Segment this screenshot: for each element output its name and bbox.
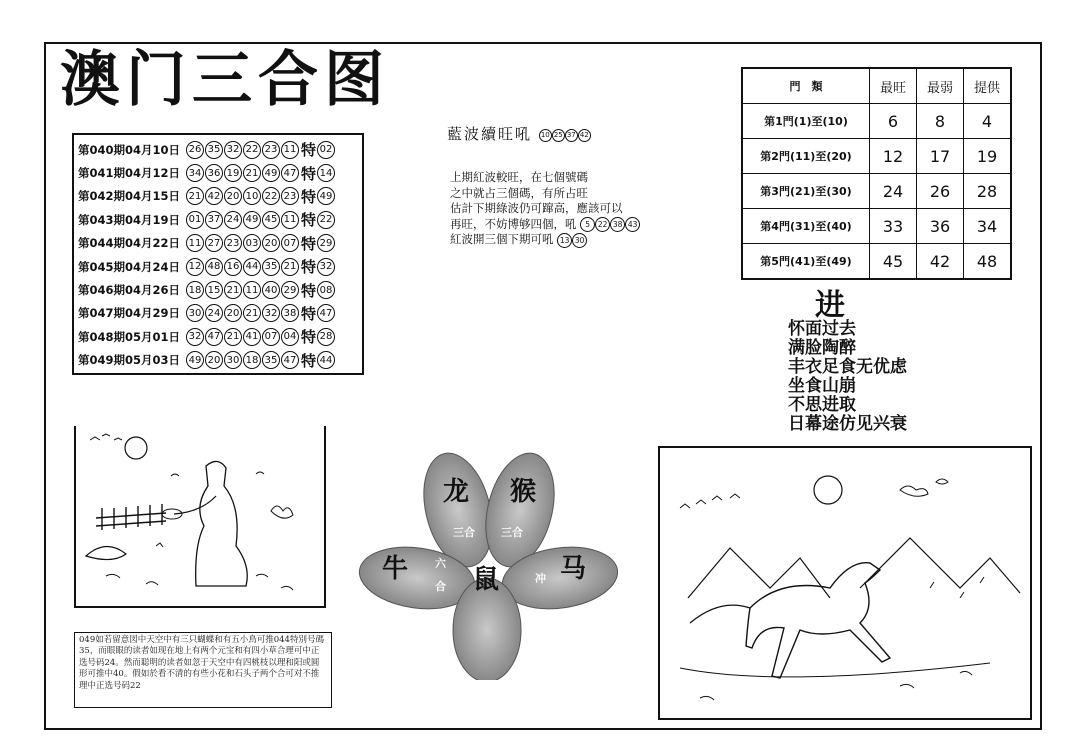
poem-title: 进 (815, 288, 845, 323)
number-ball: 47 (281, 164, 299, 182)
zodiac-rat: 鼠 (473, 565, 500, 595)
analysis-line-text: 紅波開三個下期可吼 (450, 232, 554, 247)
gate-min: 42 (917, 244, 964, 280)
headline-ball: 37 (565, 129, 578, 142)
draw-period-label: 第042期04月15日 (78, 189, 181, 204)
draw-period-label: 第041期04月12日 (78, 166, 181, 181)
relation-sanhe-1: 三合 (453, 526, 475, 539)
analysis-line (450, 232, 640, 248)
horse-illustration (658, 446, 1032, 720)
analysis-line (450, 201, 640, 217)
special-number-ball: 02 (317, 141, 335, 159)
gate-row (742, 104, 1011, 139)
analysis-line (450, 170, 640, 186)
number-ball: 11 (243, 281, 261, 299)
number-ball: 34 (186, 164, 204, 182)
headline-ball: 10 (539, 129, 552, 142)
gate-label: 第5門(41)至(49) (742, 244, 870, 280)
woman-illustration (74, 426, 326, 608)
number-ball: 24 (224, 211, 242, 229)
relation-chong: 冲 (535, 572, 546, 585)
draw-row (78, 161, 358, 184)
gate-min: 8 (917, 104, 964, 139)
draw-period-label: 第047期04月29日 (78, 306, 181, 321)
special-number-ball: 49 (317, 187, 335, 205)
poem-line: 怀面过去 (788, 319, 856, 339)
number-ball: 23 (224, 234, 242, 252)
number-ball: 35 (262, 351, 280, 369)
number-ball: 16 (224, 258, 242, 276)
number-ball: 48 (205, 258, 223, 276)
draw-period-label: 第043期04月19日 (78, 212, 181, 227)
special-label: 特 (301, 304, 317, 323)
number-ball: 15 (205, 281, 223, 299)
number-ball: 24 (205, 304, 223, 322)
draw-row (78, 208, 358, 231)
relation-liuhe-2: 合 (435, 580, 446, 593)
special-number-ball: 08 (317, 281, 335, 299)
number-ball: 19 (224, 164, 242, 182)
number-ball: 11 (281, 141, 299, 159)
draw-period-label: 第045期04月24日 (78, 259, 181, 274)
number-ball: 04 (281, 328, 299, 346)
analysis-ball: 43 (625, 217, 640, 232)
number-ball: 23 (281, 187, 299, 205)
number-ball: 21 (224, 328, 242, 346)
draw-period-label: 第046期04月26日 (78, 283, 181, 298)
analysis-ball: 22 (595, 217, 610, 232)
number-ball: 23 (262, 141, 280, 159)
special-label: 特 (301, 187, 317, 206)
special-label: 特 (301, 164, 317, 183)
number-ball: 36 (205, 164, 223, 182)
analysis-line (450, 186, 640, 202)
draw-row (78, 325, 358, 348)
gate-max: 6 (870, 104, 917, 139)
gate-header: 門 類 (742, 68, 870, 104)
draw-period-label: 第048期05月01日 (78, 329, 181, 344)
horse-drawing-icon (660, 448, 1030, 718)
special-label: 特 (301, 141, 317, 160)
special-number-ball: 47 (317, 304, 335, 322)
number-ball: 21 (243, 304, 261, 322)
number-ball: 07 (262, 328, 280, 346)
number-ball: 22 (243, 141, 261, 159)
analysis-ball: 13 (557, 233, 572, 248)
gate-label: 第4門(31)至(40) (742, 209, 870, 244)
number-ball: 30 (186, 304, 204, 322)
number-ball: 21 (186, 187, 204, 205)
number-ball: 22 (262, 187, 280, 205)
number-ball: 41 (243, 328, 261, 346)
number-ball: 47 (205, 328, 223, 346)
number-ball: 37 (205, 211, 223, 229)
number-ball: 38 (281, 304, 299, 322)
number-ball: 32 (262, 304, 280, 322)
special-number-ball: 28 (317, 328, 335, 346)
number-ball: 07 (281, 234, 299, 252)
gate-table (741, 67, 1012, 280)
number-ball: 01 (186, 211, 204, 229)
gate-max: 45 (870, 244, 917, 280)
hint-note: 049如若留意図中天空中有三只蝴蝶和有五小鳥可推044特別号碼35，而眼眼的读者如现在地上有两个元宝和有四小草合理可中正选号码24。然而聪明的读者如忽于天空中有四桃枝以理和阳或圆形可推中40。假如於看不清的有些小花和石头子两个合可对不推理中正选号码22 (74, 632, 332, 708)
number-ball: 49 (186, 351, 204, 369)
gate-offer: 28 (964, 174, 1012, 209)
analysis-line-text: 之中就占三個碼，有所占旺 (450, 185, 588, 200)
analysis-ball: 30 (572, 233, 587, 248)
draw-row (78, 255, 358, 278)
number-ball: 20 (224, 187, 242, 205)
gate-label: 第1門(1)至(10) (742, 104, 870, 139)
draw-row (78, 185, 358, 208)
analysis-text (450, 170, 640, 248)
number-ball: 20 (224, 304, 242, 322)
poem (788, 320, 907, 434)
number-ball: 29 (281, 281, 299, 299)
number-ball: 42 (205, 187, 223, 205)
page-title: 澳门三合图 (60, 45, 390, 115)
number-ball: 18 (186, 281, 204, 299)
gate-max: 33 (870, 209, 917, 244)
gate-offer: 34 (964, 209, 1012, 244)
special-number-ball: 29 (317, 234, 335, 252)
special-number-ball: 32 (317, 258, 335, 276)
draw-row (78, 232, 358, 255)
number-ball: 10 (243, 187, 261, 205)
gate-max: 24 (870, 174, 917, 209)
analysis-ball: 5 (580, 217, 595, 232)
gate-header: 提供 (964, 68, 1012, 104)
poem-line: 日幕途仿见兴衰 (788, 414, 907, 434)
zodiac-dragon: 龙 (443, 477, 470, 507)
gate-header-row (742, 68, 1011, 104)
number-ball: 12 (186, 258, 204, 276)
number-ball: 49 (262, 164, 280, 182)
draw-row (78, 349, 358, 372)
zodiac-monkey: 猴 (510, 477, 537, 507)
relation-liuhe-1: 六 (435, 557, 446, 570)
number-ball: 32 (186, 328, 204, 346)
headline-balls (539, 125, 591, 143)
number-ball: 26 (186, 141, 204, 159)
special-label: 特 (301, 258, 317, 277)
number-ball: 18 (243, 351, 261, 369)
gate-offer: 48 (964, 244, 1012, 280)
analysis-line-text: 上期紅波較旺，在七個號碼 (450, 170, 588, 184)
number-ball: 20 (262, 234, 280, 252)
special-label: 特 (301, 211, 317, 230)
number-ball: 21 (224, 281, 242, 299)
special-label: 特 (301, 281, 317, 300)
gate-label: 第2門(11)至(20) (742, 139, 870, 174)
number-ball: 27 (205, 234, 223, 252)
gate-min: 26 (917, 174, 964, 209)
poem-line: 满脸陶醉 (788, 338, 856, 358)
number-ball: 20 (205, 351, 223, 369)
poem-line: 丰衣足食无优虑 (788, 357, 907, 377)
number-ball: 03 (243, 234, 261, 252)
number-ball: 21 (281, 258, 299, 276)
relation-sanhe-2: 三合 (501, 526, 523, 539)
draw-period-label: 第044期04月22日 (78, 236, 181, 251)
special-number-ball: 22 (317, 211, 335, 229)
headline-ball: 25 (552, 129, 565, 142)
number-ball: 49 (243, 211, 261, 229)
analysis-line-text: 估計下期綠波仍可蹿高，應該可以 (450, 201, 623, 216)
special-label: 特 (301, 234, 317, 253)
gate-row (742, 244, 1011, 280)
number-ball: 30 (224, 351, 242, 369)
poem-line: 不思进取 (788, 395, 856, 415)
number-ball: 40 (262, 281, 280, 299)
headline (447, 123, 591, 144)
gate-row (742, 209, 1011, 244)
draw-history-table (72, 133, 364, 375)
gate-min: 17 (917, 139, 964, 174)
gate-max: 12 (870, 139, 917, 174)
analysis-line (450, 217, 640, 233)
gate-header: 最旺 (870, 68, 917, 104)
draw-row (78, 302, 358, 325)
draw-period-label: 第049期05月03日 (78, 353, 181, 368)
draw-row (78, 138, 358, 161)
analysis-ball: 38 (610, 217, 625, 232)
poem-line: 坐食山崩 (788, 376, 856, 396)
headline-ball: 42 (578, 129, 591, 142)
gate-offer: 4 (964, 104, 1012, 139)
number-ball: 45 (262, 211, 280, 229)
number-ball: 47 (281, 351, 299, 369)
special-label: 特 (301, 351, 317, 370)
number-ball: 32 (224, 141, 242, 159)
special-label: 特 (301, 328, 317, 347)
headline-text: 藍波續旺吼 (447, 125, 533, 143)
zodiac-ox: 牛 (382, 554, 409, 584)
number-ball: 44 (243, 258, 261, 276)
gate-header: 最弱 (917, 68, 964, 104)
gate-row (742, 174, 1011, 209)
number-ball: 11 (281, 211, 299, 229)
draw-row (78, 278, 358, 301)
number-ball: 21 (243, 164, 261, 182)
number-ball: 35 (205, 141, 223, 159)
zodiac-flower (355, 450, 625, 680)
gate-row (742, 139, 1011, 174)
zodiac-horse: 马 (560, 554, 587, 584)
number-ball: 35 (262, 258, 280, 276)
woman-drawing-icon (76, 426, 324, 606)
analysis-line-text: 再旺，不妨博够四個，吼 (450, 216, 577, 231)
gate-offer: 19 (964, 139, 1012, 174)
number-ball: 11 (186, 234, 204, 252)
gate-label: 第3門(21)至(30) (742, 174, 870, 209)
flower-icon (355, 450, 625, 680)
draw-period-label: 第040期04月10日 (78, 142, 181, 157)
special-number-ball: 44 (317, 351, 335, 369)
gate-min: 36 (917, 209, 964, 244)
special-number-ball: 14 (317, 164, 335, 182)
